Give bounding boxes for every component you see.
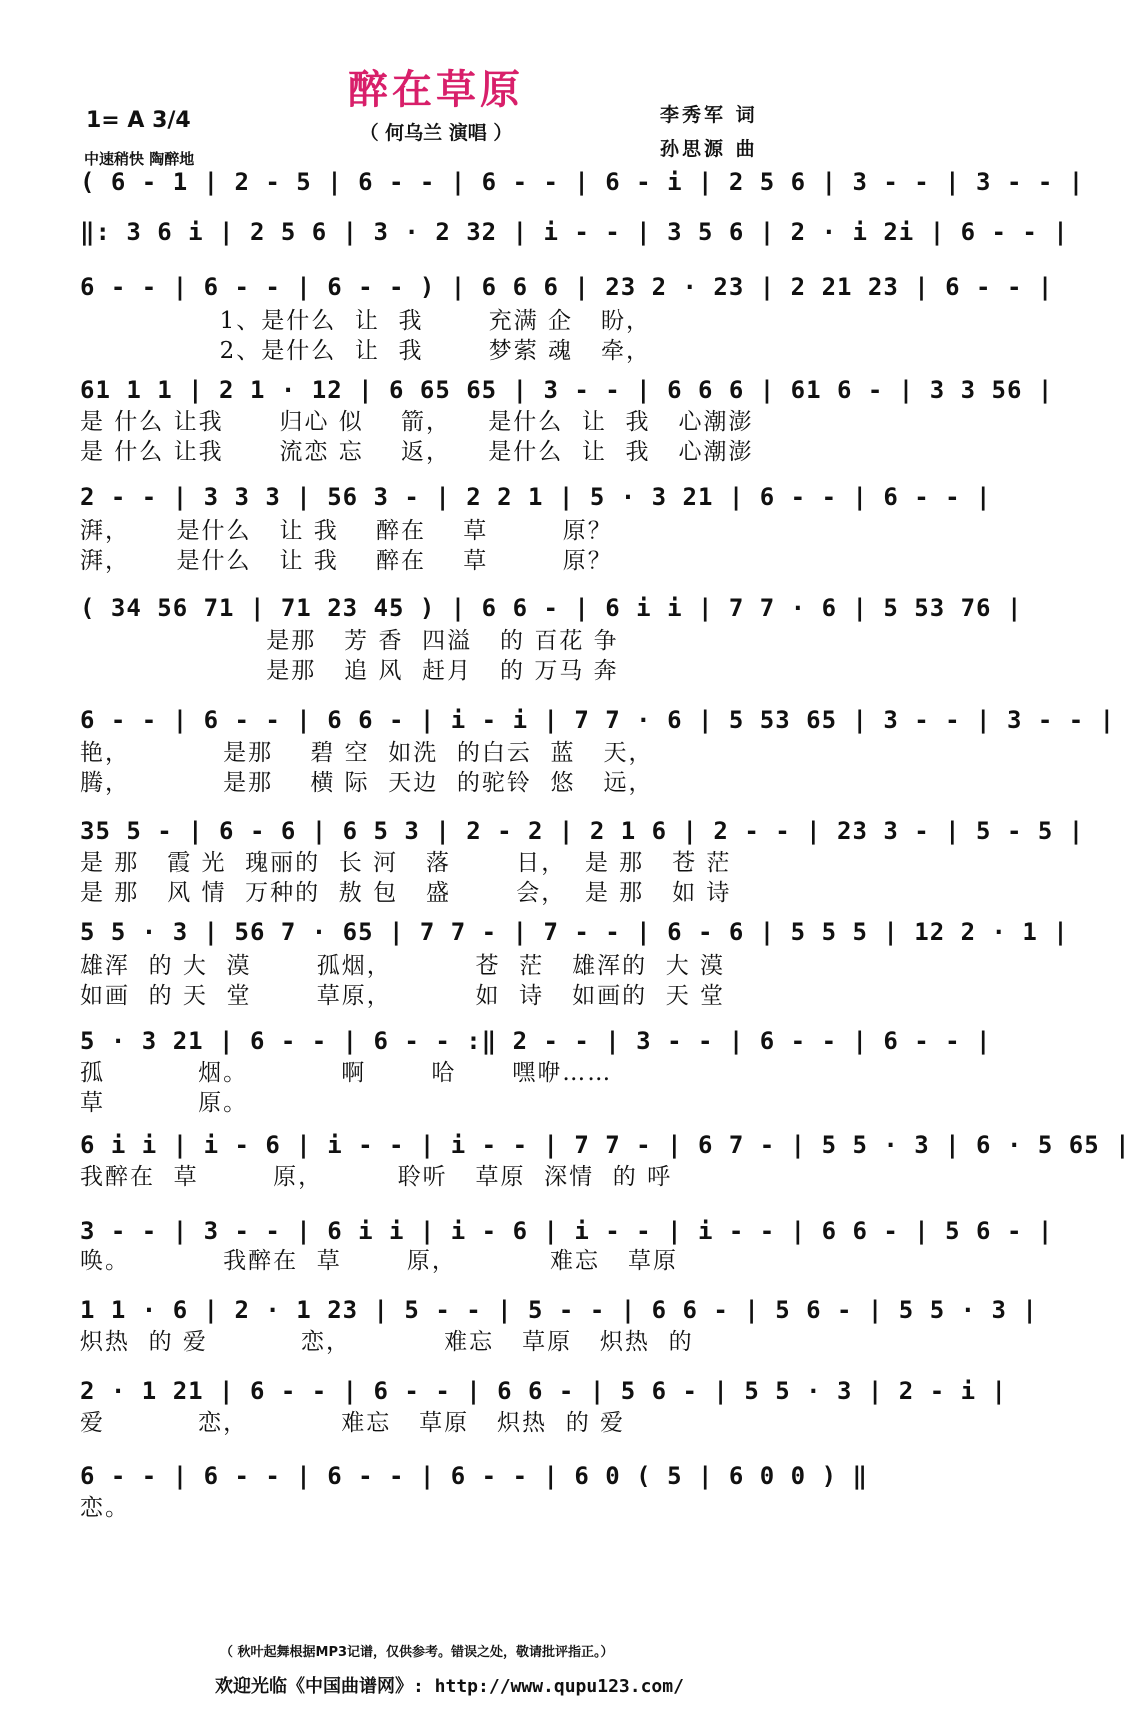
notes-line: 61 1 1 | 2 1 · 12 | 6 65 65 | 3 - - | 6 6 6 | 61 6 - | 3 3 56 | — [80, 376, 1054, 404]
lyric-line: 爱 恋， 难忘 草原 炽热 的 爱 — [80, 1410, 626, 1436]
lyric-line: 1、是什么 让 我 充满 企 盼， — [80, 308, 651, 334]
notes-line: 6 - - | 6 - - | 6 6 - | i - i | 7 7 · 6 | 5 53 65 | 3 - - | 3 - - | — [80, 706, 1116, 734]
lyric-line: 是 什么 让我 流恋 忘 返， 是什么 让 我 心潮澎 — [80, 439, 754, 465]
lyric-line: 2、是什么 让 我 梦萦 魂 牵， — [80, 338, 651, 364]
notes-line: 6 - - | 6 - - | 6 - - | 6 - - | 6 0 ( 5 | 6 0 0 ) ‖ — [80, 1462, 868, 1490]
tempo-marking: 中速稍快 陶醉地 — [84, 150, 195, 168]
lyric-line: 孤 烟。 啊 哈 嘿咿…… — [80, 1060, 613, 1086]
singer-credit: （ 何乌兰 演唱 ） — [359, 122, 513, 144]
lyric-line: 是那 追 风 赶月 的 万马 奔 — [80, 658, 619, 684]
lyric-line: 艳， 是那 碧 空 如洗 的白云 蓝 天， — [80, 740, 654, 766]
lyric-line: 我醉在 草 原， 聆听 草原 深情 的 呼 — [80, 1164, 673, 1190]
lyric-line: 湃， 是什么 让 我 醉在 草 原？ — [80, 548, 613, 574]
notes-line: ‖: 3 6 i | 2 5 6 | 3 · 2 32 | i - - | 3 5 6 | 2 · i 2i | 6 - - | — [80, 218, 1069, 246]
website-footer[interactable]: 欢迎光临《中国曲谱网》: http://www.qupu123.com/ — [215, 1676, 684, 1697]
credits — [660, 98, 758, 166]
lyric-line: 草 原。 — [80, 1090, 249, 1116]
lyric-line: 是 那 霞 光 瑰丽的 长 河 落 日， 是 那 苍 茫 — [80, 850, 732, 876]
notes-line: 5 5 · 3 | 56 7 · 65 | 7 7 - | 7 - - | 6 - 6 | 5 5 5 | 12 2 · 1 | — [80, 918, 1069, 946]
notes-line: ( 6 - 1 | 2 - 5 | 6 - - | 6 - - | 6 - i | 2 5 6 | 3 - - | 3 - - | — [80, 168, 1085, 196]
lyric-line: 湃， 是什么 让 我 醉在 草 原？ — [80, 518, 613, 544]
lyric-line: 腾， 是那 横 际 天边 的驼铃 悠 远， — [80, 770, 654, 796]
lyric-line: 炽热 的 爱 恋， 难忘 草原 炽热 的 — [80, 1329, 694, 1355]
notes-line: 6 i i | i - 6 | i - - | i - - | 7 7 - | 6 7 - | 5 5 · 3 | 6 · 5 65 | — [80, 1131, 1131, 1159]
lyric-line: 雄浑 的 大 漠 孤烟， 苍 茫 雄浑的 大 漠 — [80, 953, 726, 979]
lyric-line: 如画 的 天 堂 草原， 如 诗 如画的 天 堂 — [80, 983, 726, 1009]
notes-line: 1 1 · 6 | 2 · 1 23 | 5 - - | 5 - - | 6 6 - | 5 6 - | 5 5 · 3 | — [80, 1296, 1038, 1324]
key-signature: 1= A 3/4 — [86, 108, 191, 133]
composer-credit: 孙思源 曲 — [660, 138, 758, 160]
lyricist-credit: 李秀军 词 — [660, 104, 758, 126]
lyric-line: 是那 芳 香 四溢 的 百花 争 — [80, 628, 619, 654]
notes-line: ( 34 56 71 | 71 23 45 ) | 6 6 - | 6 i i | 7 7 · 6 | 5 53 76 | — [80, 594, 1023, 622]
transcription-note: （ 秋叶起舞根据MP3记谱，仅供参考。错误之处，敬请批评指正。） — [220, 1645, 614, 1660]
notes-line: 2 - - | 3 3 3 | 56 3 - | 2 2 1 | 5 · 3 21 | 6 - - | 6 - - | — [80, 483, 992, 511]
notes-line: 6 - - | 6 - - | 6 - - ) | 6 6 6 | 23 2 · 23 | 2 21 23 | 6 - - | — [80, 273, 1054, 301]
notes-line: 3 - - | 3 - - | 6 i i | i - 6 | i - - | i - - | 6 6 - | 5 6 - | — [80, 1217, 1054, 1245]
notes-line: 35 5 - | 6 - 6 | 6 5 3 | 2 - 2 | 2 1 6 | 2 - - | 23 3 - | 5 - 5 | — [80, 817, 1085, 845]
lyric-line: 是 什么 让我 归心 似 箭， 是什么 让 我 心潮澎 — [80, 409, 754, 435]
lyric-line: 唤。 我醉在 草 原， 难忘 草原 — [80, 1248, 678, 1274]
notes-line: 5 · 3 21 | 6 - - | 6 - - :‖ 2 - - | 3 - - | 6 - - | 6 - - | — [80, 1027, 992, 1055]
song-title: 醉在草原 — [348, 67, 524, 113]
lyric-line: 恋。 — [80, 1495, 130, 1521]
notes-line: 2 · 1 21 | 6 - - | 6 - - | 6 6 - | 5 6 - | 5 5 · 3 | 2 - i | — [80, 1377, 1007, 1405]
lyric-line: 是 那 风 情 万种的 敖 包 盛 会， 是 那 如 诗 — [80, 880, 732, 906]
